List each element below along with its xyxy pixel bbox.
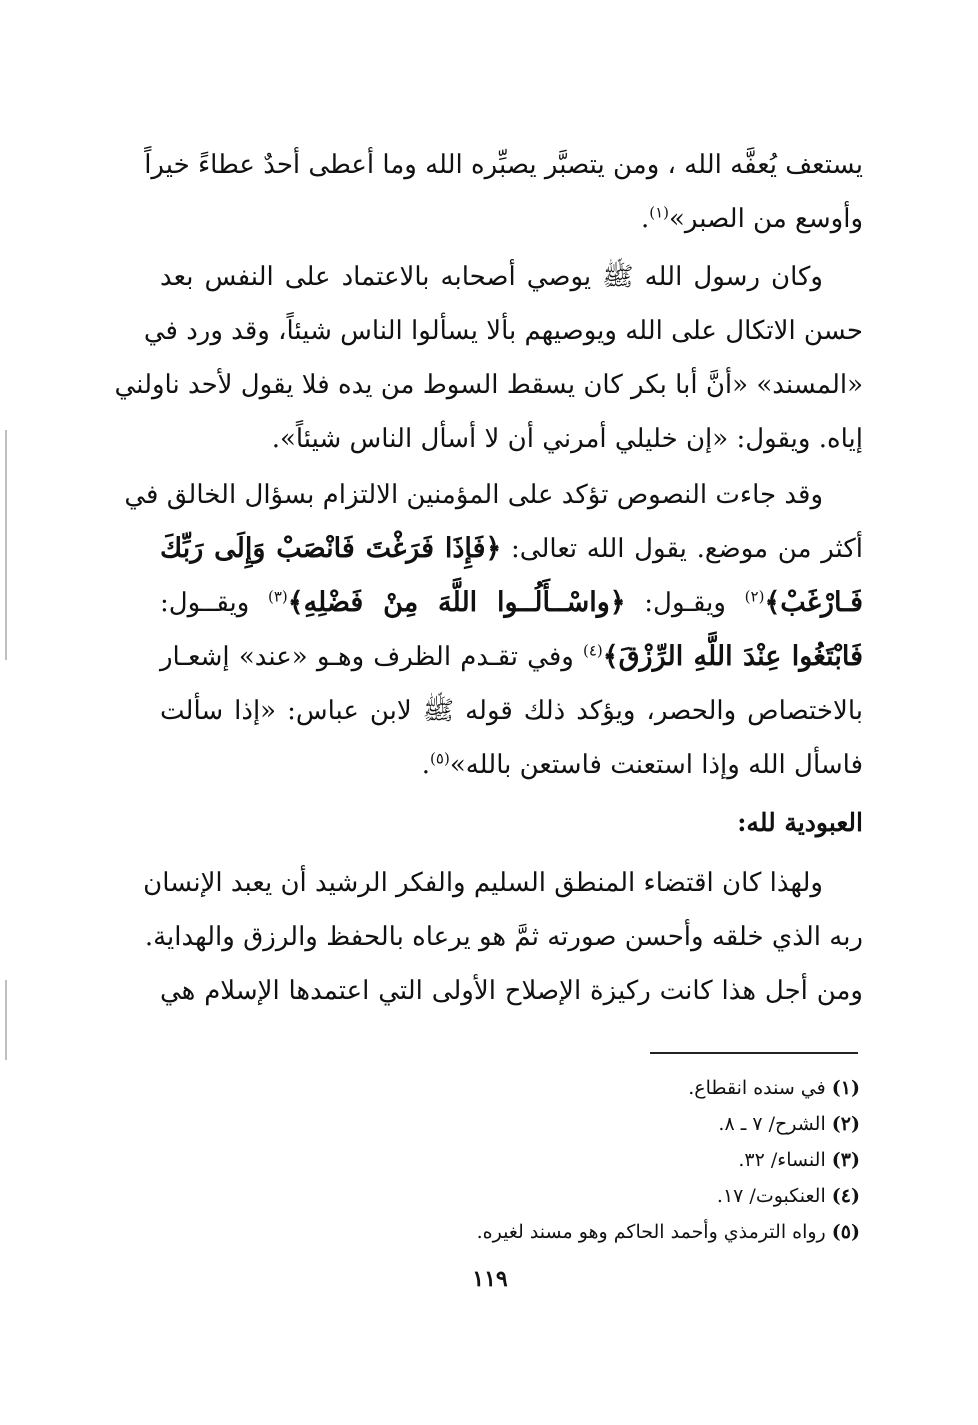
text-line: وكان رسول الله ﷺ يوصي أصحابه بالاعتماد على النفس بعد	[160, 262, 823, 292]
main-text	[114, 138, 863, 1018]
text-line: حسن الاتكال على الله ويوصيهم بألا يسألوا الناس شيئاً، وقد ورد في	[143, 316, 863, 346]
text-span: وفي تقـدم الظرف وهـو «عند» إشعـار	[160, 642, 583, 672]
text-span: فاسأل الله وإذا استعنت فاستعن بالله»	[449, 750, 863, 780]
paragraph-4	[143, 856, 863, 1018]
text-line: بالاختصاص والحصر، ويؤكد ذلك قوله ﷺ لابن عباس: «إذا سألت	[160, 696, 863, 726]
footnote-item	[360, 1070, 860, 1106]
footnote-ref: (٣)	[267, 587, 288, 606]
text-line: يستعف يُعفَّه الله ، ومن يتصبَّر يصبِّره الله وما أعطى أحدٌ عطاءً خيراً	[144, 150, 863, 180]
footnote-item	[360, 1142, 860, 1178]
page-number: ١١٩	[472, 1266, 508, 1292]
footnote-text: العنكبوت/ ١٧.	[716, 1185, 832, 1207]
paragraph-1	[144, 138, 863, 246]
footnote-number: (١)	[831, 1077, 860, 1099]
footnote-ref: (٤)	[583, 641, 603, 660]
scan-edge-mark	[5, 980, 7, 1060]
footnote-separator	[650, 1052, 858, 1054]
text-span: وأوسع من الصبر»	[669, 204, 863, 234]
text-span: .	[640, 204, 650, 234]
text-span: أكثر من موضع. يقول الله تعالى:	[501, 534, 863, 564]
text-line	[160, 522, 863, 576]
footnote-text: في سنده انقطاع.	[688, 1077, 832, 1099]
footnote-ref: (١)	[649, 203, 669, 222]
footnote-number: (٢)	[831, 1113, 860, 1135]
footnote-number: (٥)	[831, 1221, 860, 1243]
footnote-text: النساء/ ٣٢.	[738, 1149, 832, 1171]
footnote-item	[360, 1178, 860, 1214]
footnote-number: (٤)	[831, 1185, 860, 1207]
text-line: ومن أجل هذا كانت ركيزة الإصلاح الأولى التي اعتمدها الإسلام هي	[160, 976, 863, 1006]
paragraph-2	[114, 250, 863, 466]
footnotes	[360, 1070, 860, 1250]
quran-verse: فَابْتَغُوا عِنْدَ اللَّهِ الرِّزْقَ﴾	[602, 641, 863, 672]
footnote-number: (٣)	[831, 1149, 860, 1171]
text-line: ربه الذي خلقه وأحسن صورته ثمَّ هو يرعاه بالحفظ والرزق والهداية.	[144, 922, 863, 952]
footnote-ref: (٥)	[430, 749, 450, 768]
text-line	[160, 192, 863, 246]
text-line	[160, 576, 863, 630]
text-span: .	[421, 750, 431, 780]
text-line	[160, 738, 863, 792]
footnote-item	[360, 1214, 860, 1250]
text-line: إياه. ويقول: «إن خليلي أمرني أن لا أسأل الناس شيئاً».	[271, 424, 863, 454]
quran-verse: فَـارْغَبْ﴾	[764, 587, 863, 618]
footnote-item	[360, 1106, 860, 1142]
text-line: «المسند» «أنَّ أبا بكر كان يسقط السوط من يده فلا يقول لأحد ناولني	[114, 370, 863, 400]
scan-edge-mark	[5, 430, 7, 660]
section-heading-block	[160, 796, 863, 850]
footnote-text: الشرح/ ٧ ـ ٨.	[718, 1113, 832, 1135]
footnote-text: رواه الترمذي وأحمد الحاكم وهو مسند لغيره.	[476, 1221, 832, 1243]
text-line	[160, 630, 863, 684]
footnote-ref: (٢)	[744, 587, 765, 606]
text-line: وقد جاءت النصوص تؤكد على المؤمنين الالتزام بسؤال الخالق في	[124, 480, 823, 510]
section-heading: العبودية لله:	[737, 808, 863, 837]
quran-verse: ﴿فَإِذَا فَرَغْتَ فَانْصَبْ وَإِلَى رَبِّكَ	[160, 533, 502, 564]
text-span: ويقــول:	[160, 588, 268, 618]
paragraph-3	[124, 468, 863, 792]
quran-verse: ﴿واسْــأَلُــوا اللَّهَ مِنْ فَضْلِهِ﴾	[287, 587, 626, 618]
text-line: ولهذا كان اقتضاء المنطق السليم والفكر الرشيد أن يعبد الإنسان	[143, 868, 823, 898]
text-span: ويقـول:	[625, 588, 745, 618]
